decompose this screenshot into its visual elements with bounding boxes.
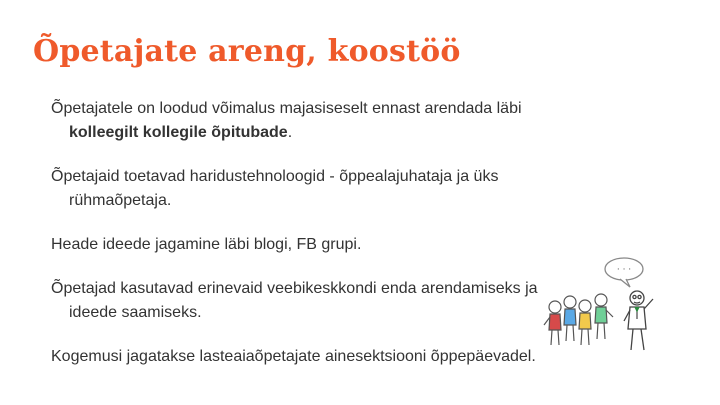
teacher-with-group-icon [540, 255, 670, 360]
student-figure-3 [579, 300, 591, 345]
bullet-item-4: Õpetajad kasutavad erinevaid veebikeskkondi enda arendamiseks ja ideede saamiseks. [51, 280, 538, 321]
bullet-item-2: Õpetajaid toetavad haridustehnoloogid - õppealajuhataja ja üks rühmaõpetaja. [51, 168, 499, 209]
bullet-item-5: Kogemusi jagatakse lasteaiaõpetajate ainesektsiooni õppepäevadel. [51, 348, 536, 365]
bullet-item-1-text: Õpetajatele on loodud võimalus majasiseselt ennast arendada läbi [51, 100, 522, 117]
bullet-item-3: Heade ideede jagamine läbi blogi, FB grupi. [51, 236, 362, 253]
student-figure-4 [595, 294, 613, 339]
slide-title: Õpetajate areng, koostöö [33, 34, 461, 69]
bullet-item-1-bold: kolleegilt kollegile õpitubade [69, 124, 288, 141]
speech-bubble-icon [605, 258, 643, 287]
bullet-item-1-end: . [287, 124, 293, 141]
speech-bubble-text: · · · [616, 265, 632, 275]
bullet-list [51, 97, 551, 389]
bullet-item-1 [51, 97, 551, 145]
student-figure-2 [564, 296, 576, 341]
teacher-figure [624, 291, 653, 350]
student-figure-1 [544, 301, 561, 345]
